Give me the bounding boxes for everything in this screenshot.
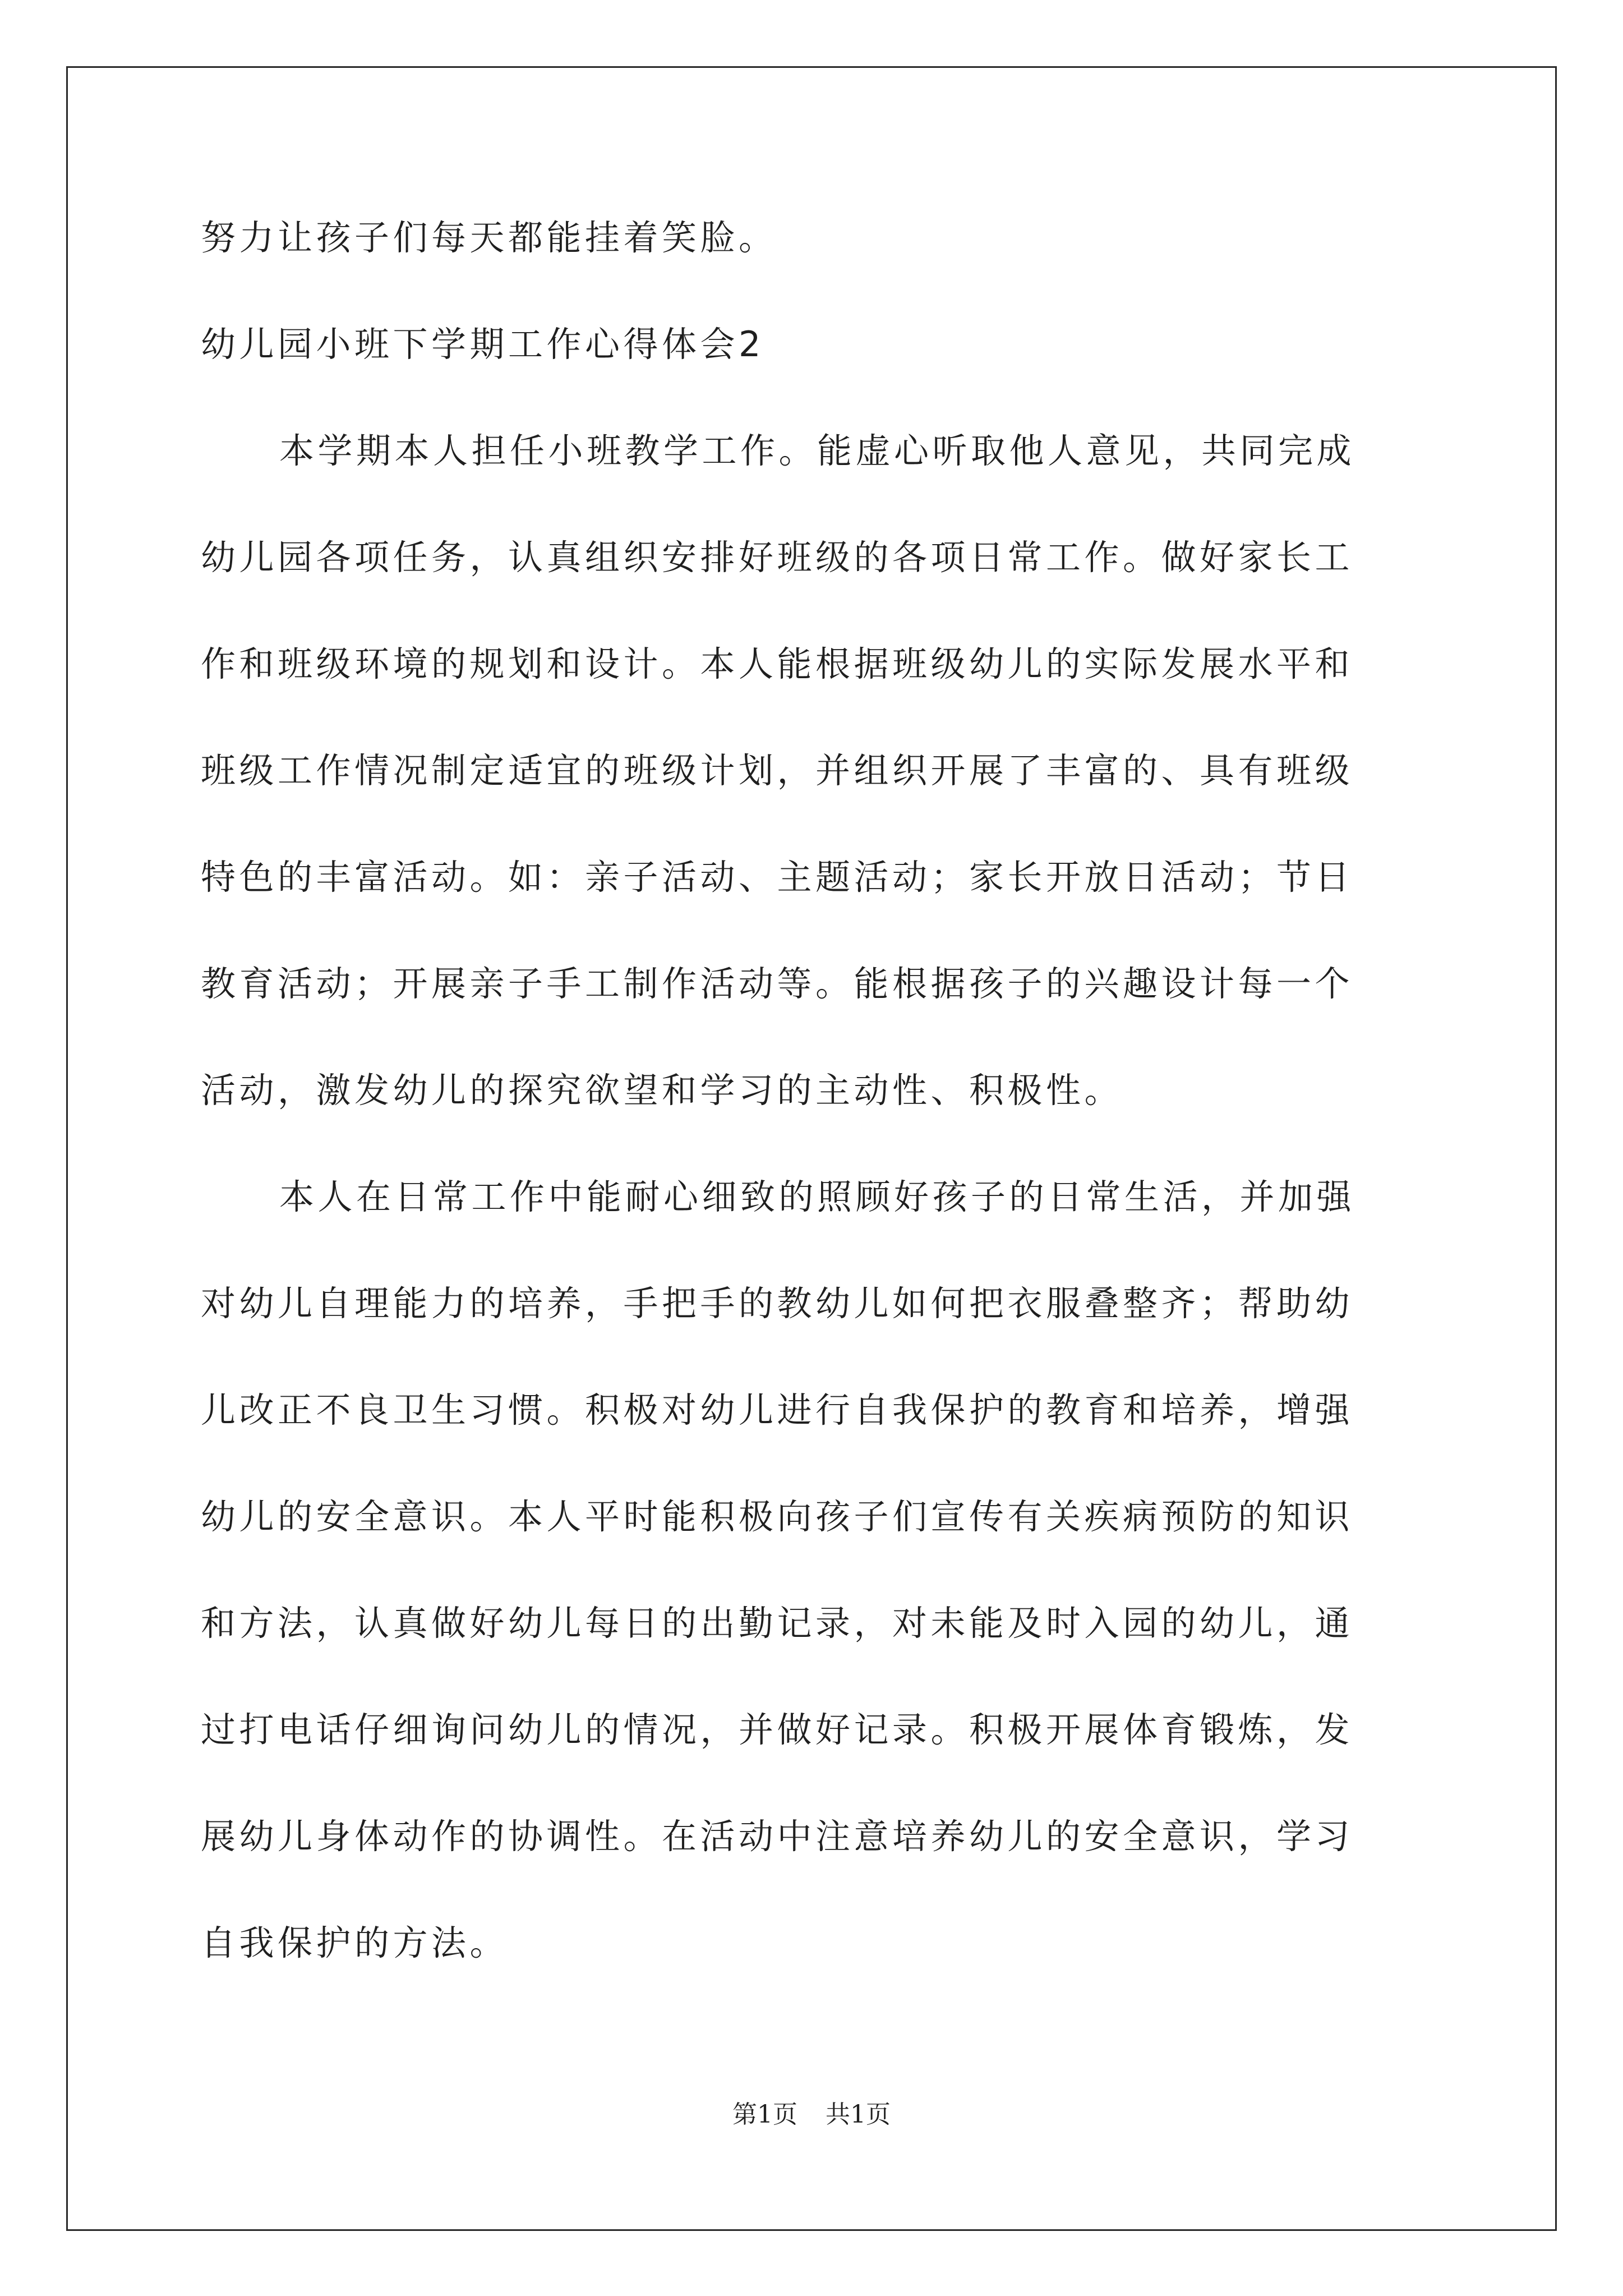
page-footer	[0, 2098, 1623, 2132]
paragraph-2-line: 对幼儿自理能力的培养，手把手的教幼儿如何把衣服叠整齐；帮助幼	[201, 1283, 1354, 1324]
paragraph-1-line: 特色的丰富活动。如：亲子活动、主题活动；家长开放日活动；节日	[201, 857, 1354, 898]
paragraph-2-line: 自我保护的方法。	[201, 1922, 509, 1963]
paragraph-1-line: 班级工作情况制定适宜的班级计划，并组织开展了丰富的、具有班级	[201, 750, 1354, 791]
paragraph-1-line: 活动，激发幼儿的探究欲望和学习的主动性、积极性。	[201, 1070, 1123, 1111]
paragraph-2-line: 过打电话仔细询问幼儿的情况，并做好记录。积极开展体育锻炼，发	[201, 1709, 1354, 1750]
paragraph-2-line: 儿改正不良卫生习惯。积极对幼儿进行自我保护的教育和培养，增强	[201, 1389, 1354, 1430]
paragraph-1-line: 作和班级环境的规划和设计。本人能根据班级幼儿的实际发展水平和	[201, 643, 1354, 684]
paragraph-1-line: 教育活动；开展亲子手工制作活动等。能根据孩子的兴趣设计每一个	[201, 963, 1354, 1004]
page-number-total: 共1页	[826, 2100, 891, 2129]
document-body	[201, 212, 1429, 1969]
paragraph-2-line: 幼儿的安全意识。本人平时能积极向孩子们宣传有关疾病预防的知识	[201, 1496, 1354, 1537]
paragraph-2-line: 和方法，认真做好幼儿每日的出勤记录，对未能及时入园的幼儿，通	[201, 1603, 1354, 1644]
paragraph-2-line: 展幼儿身体动作的协调性。在活动中注意培养幼儿的安全意识，学习	[201, 1816, 1354, 1857]
text-line: 努力让孩子们每天都能挂着笑脸。	[201, 217, 777, 258]
paragraph-1-line: 幼儿园各项任务，认真组织安排好班级的各项日常工作。做好家长工	[201, 537, 1354, 578]
section-heading: 幼儿园小班下学期工作心得体会2	[201, 324, 764, 365]
paragraph-1-line: 本学期本人担任小班教学工作。能虚心听取他人意见，共同完成	[279, 430, 1355, 471]
page-number-current: 第1页	[732, 2100, 797, 2129]
paragraph-2-line: 本人在日常工作中能耐心细致的照顾好孩子的日常生活，并加强	[279, 1176, 1355, 1217]
